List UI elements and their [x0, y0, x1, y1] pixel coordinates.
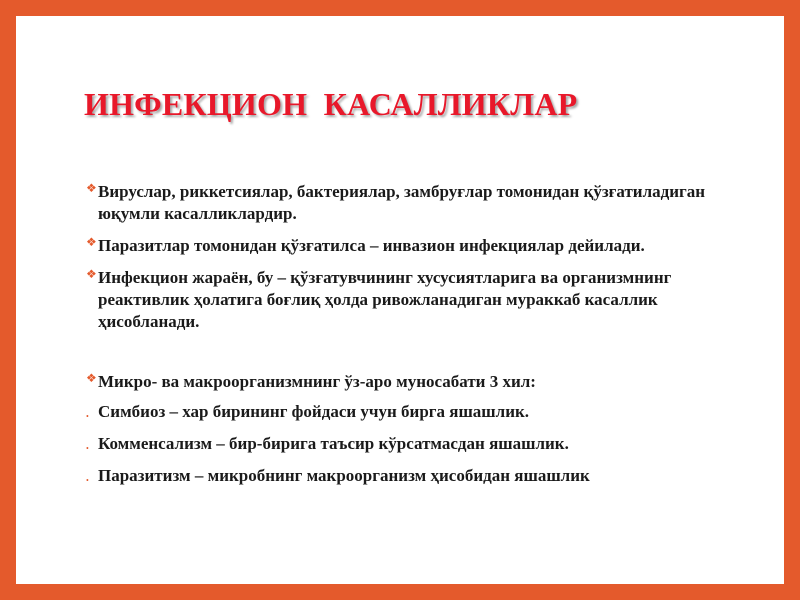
- dot-bullet-icon: •: [86, 476, 89, 485]
- slide-canvas: [16, 16, 784, 584]
- list-item-symbiosis: [86, 401, 726, 423]
- dot-bullet-icon: •: [86, 444, 89, 453]
- list-item-text: Комменсализм – бир-бирига таъсир кўрсатмасдан яшашлик.: [98, 434, 569, 453]
- paragraph-text: Вируслар, риккетсиялар, бактериялар, замбруғлар томонидан қўзғатиладиган юқумли касалликлардир.: [98, 182, 706, 223]
- diamond-bullet-icon: ❖: [86, 371, 97, 385]
- list-item-commensalism: [86, 433, 726, 455]
- diamond-bullet-icon: ❖: [86, 181, 97, 195]
- dot-bullet-icon: •: [86, 412, 89, 421]
- paragraph-viral-infections: [86, 181, 726, 225]
- paragraph-infection-process: [86, 267, 726, 333]
- diamond-bullet-icon: ❖: [86, 267, 97, 281]
- diamond-bullet-icon: ❖: [86, 235, 97, 249]
- slide-body: [86, 181, 726, 497]
- paragraph-relationship-types: [86, 371, 726, 393]
- list-item-parasitism: [86, 465, 726, 487]
- slide-title: ИНФЕКЦИОН КАСАЛЛИКЛАР: [84, 86, 578, 122]
- paragraph-invasive-infections: [86, 235, 726, 257]
- paragraph-text: Инфекцион жараён, бу – қўзғатувчининг хусусиятларига ва организмнинг реактивлик ҳолатига боғлиқ ҳолда ривожланадиган мураккаб касаллик ҳисобланади.: [98, 268, 672, 331]
- list-item-text: Паразитизм – микробнинг макроорганизм ҳисобидан яшашлик: [98, 466, 590, 485]
- list-item-text: Симбиоз – хар бирининг фойдаси учун бирга яшашлик.: [98, 402, 530, 421]
- paragraph-text: Паразитлар томонидан қўзғатилса – инвазион инфекциялар дейилади.: [98, 236, 645, 255]
- paragraph-text: Микро- ва макроорганизмнинг ўз-аро муносабати 3 хил:: [98, 372, 536, 391]
